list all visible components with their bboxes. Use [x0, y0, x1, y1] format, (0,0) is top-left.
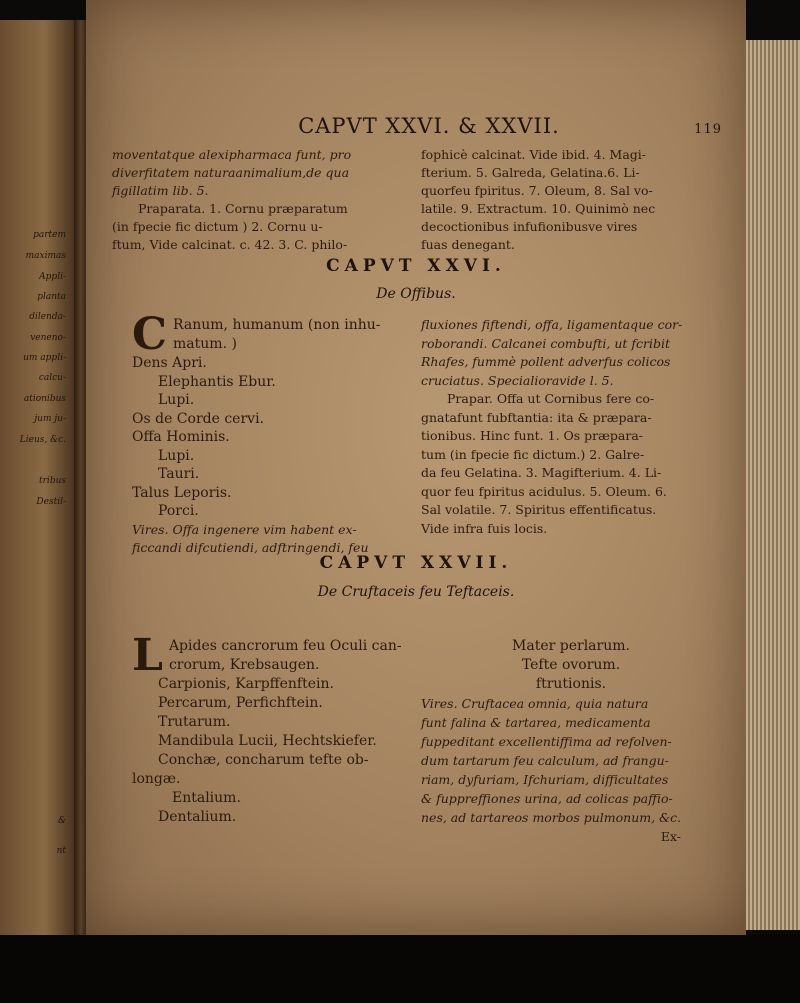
list-item: Os de Corde cervi. — [132, 410, 264, 427]
chapter-26-left-column — [132, 309, 407, 558]
text-line: moventatque alexipharmaca funt, pro — [112, 147, 352, 162]
list-item: Mater perlarum. — [512, 638, 630, 654]
prev-page-fragment: Destil- — [36, 497, 66, 507]
chapter-27-right-column — [421, 637, 721, 846]
prev-page-fragment: Appli- — [39, 272, 66, 282]
list-item: longæ. — [132, 771, 181, 787]
prev-page-fragment: calcu- — [38, 373, 66, 383]
text-line: crorum, Krebsaugen. — [168, 657, 320, 673]
text-line: roborandi. Calcanei combufti, ut fcribit — [421, 335, 671, 351]
list-item: Mandibula Lucii, Hechtskiefer. — [158, 733, 377, 749]
list-item: Dentalium. — [158, 809, 237, 825]
text-line: fophicè calcinat. Vide ibid. 4. Magi- — [421, 147, 646, 162]
text-line: da feu Gelatina. 3. Magifterium. 4. Li- — [421, 465, 662, 480]
catchword: Ex- — [660, 829, 681, 844]
list-item: Porci. — [158, 503, 199, 519]
text-line: Vires. Offa ingenere vim habent ex- — [132, 521, 357, 537]
prev-page-fragment: planta — [37, 292, 66, 302]
text-line: quorfeu fpiritus. 7. Oleum, 8. Sal vo- — [421, 183, 653, 198]
text-line: funt falina & tartarea, medicamenta — [421, 715, 651, 730]
text-line: Ranum, humanum (non inhu- — [173, 317, 381, 333]
book-page — [86, 0, 746, 935]
prev-page-fragment: & — [57, 816, 66, 826]
chapter-26-heading: CAPVT XXVI. — [326, 256, 506, 276]
list-item: Elephantis Ebur. — [158, 373, 276, 390]
prev-page-fragment: veneno- — [30, 333, 66, 343]
text-line: dum tartarum feu calculum, ad frangu- — [421, 753, 669, 768]
chapter-27-left-column — [132, 630, 407, 827]
prev-page-fragment: jum ju- — [34, 414, 66, 424]
list-item: Trutarum. — [158, 714, 231, 730]
text-line: Vide infra fuis locis. — [421, 520, 548, 536]
list-item: Percarum, Perfichftein. — [158, 695, 323, 711]
page-number: 119 — [694, 122, 722, 137]
text-line: tum (in fpecie fic dictum.) 2. Galre- — [421, 446, 645, 462]
text-line: fterium. 5. Galreda, Gelatina.6. Li- — [421, 165, 640, 180]
previous-page-edge — [0, 20, 74, 935]
bottom-shadow — [0, 935, 800, 1003]
list-item: Lupi. — [158, 447, 195, 464]
text-line: ficcandi difcutiendi, adftringendi, feu — [132, 540, 369, 555]
text-line: latile. 9. Extractum. 10. Quinimò nec — [421, 201, 656, 216]
text-line: Sal volatile. 7. Spiritus effentificatus. — [421, 502, 657, 517]
list-item: Tefte ovorum. — [521, 657, 621, 673]
chapter-26-right-column — [421, 316, 721, 538]
text-line: nes, ad tartareos morbos pulmonum, &c. — [421, 810, 682, 825]
text-line: decoctionibus infufionibusve vires — [421, 219, 638, 234]
list-item: Dens Apri. — [132, 355, 207, 371]
text-line: Rhafes, fummè pollent adverfus colicos — [421, 354, 671, 369]
text-line: riam, dyfuriam, Ifchuriam, difficultates — [421, 772, 669, 787]
prev-page-fragment: ationibus — [23, 394, 66, 404]
prev-page-fragment: um appli- — [23, 353, 66, 363]
text-line: Prapar. Offa ut Cornibus fere co- — [447, 391, 655, 406]
page-edges — [746, 40, 800, 930]
running-head-title: CAPVT XXVI. & XXVII. — [298, 114, 560, 138]
drop-cap: C — [132, 309, 168, 360]
chapter-26-subtitle: De Offibus. — [376, 286, 456, 302]
text-line: tionibus. Hinc funt. 1. Os præpara- — [421, 428, 643, 443]
text-line: ftum, Vide calcinat. c. 42. 3. C. philo- — [112, 237, 348, 252]
text-line: figillatim lib. 5. — [112, 183, 209, 198]
list-item: Offa Hominis. — [132, 429, 230, 445]
prev-page-fragment: partem — [33, 230, 66, 240]
drop-cap: L — [132, 630, 163, 681]
text-line: Apides cancrorum feu Oculi can- — [168, 638, 402, 654]
text-line: & fuppreffiones urina, ad colicas paffio- — [421, 791, 673, 806]
top-right-column — [421, 146, 721, 254]
prev-page-fragment: tribus — [39, 476, 66, 486]
prev-page-fragment: nt — [56, 846, 66, 856]
list-item: Tauri. — [158, 466, 200, 482]
text-line: fuas denegant. — [421, 237, 515, 252]
list-item: Carpionis, Karpffenftein. — [158, 676, 334, 692]
text-line: cruciatus. Specialioravide l. 5. — [421, 372, 614, 388]
prev-page-fragment: Lieus, &c. — [19, 435, 66, 445]
text-line: (in fpecie fic dictum ) 2. Cornu u- — [112, 219, 323, 234]
list-item: Lupi. — [158, 392, 195, 408]
chapter-27-subtitle: De Cruftaceis feu Teftaceis. — [317, 584, 515, 600]
text-line: gnatafunt fubftantia: ita & præpara- — [421, 409, 652, 425]
list-item: Entalium. — [172, 790, 241, 806]
text-line: matum. ) — [173, 335, 237, 352]
prev-page-fragment: dilenda- — [29, 312, 66, 322]
text-line: Vires. Cruftacea omnia, quia natura — [421, 696, 649, 711]
text-line: Praparata. 1. Cornu præparatum — [138, 201, 348, 216]
text-line: fuppeditant excellentiffima ad refolven- — [421, 734, 672, 749]
chapter-27-heading: CAPVT XXVII. — [319, 553, 513, 573]
text-line: diverfitatem naturaanimalium,de qua — [112, 165, 350, 180]
top-left-column — [112, 146, 408, 254]
list-item: Conchæ, concharum tefte ob- — [158, 752, 369, 768]
running-head — [136, 114, 722, 144]
prev-page-fragment: maximas — [25, 251, 66, 261]
list-item: Talus Leporis. — [132, 484, 232, 501]
text-line: fluxiones fiftendi, offa, ligamentaque cor- — [421, 317, 683, 332]
list-item: ftrutionis. — [535, 676, 607, 692]
text-line: quor feu fpiritus acidulus. 5. Oleum. 6. — [421, 483, 667, 499]
